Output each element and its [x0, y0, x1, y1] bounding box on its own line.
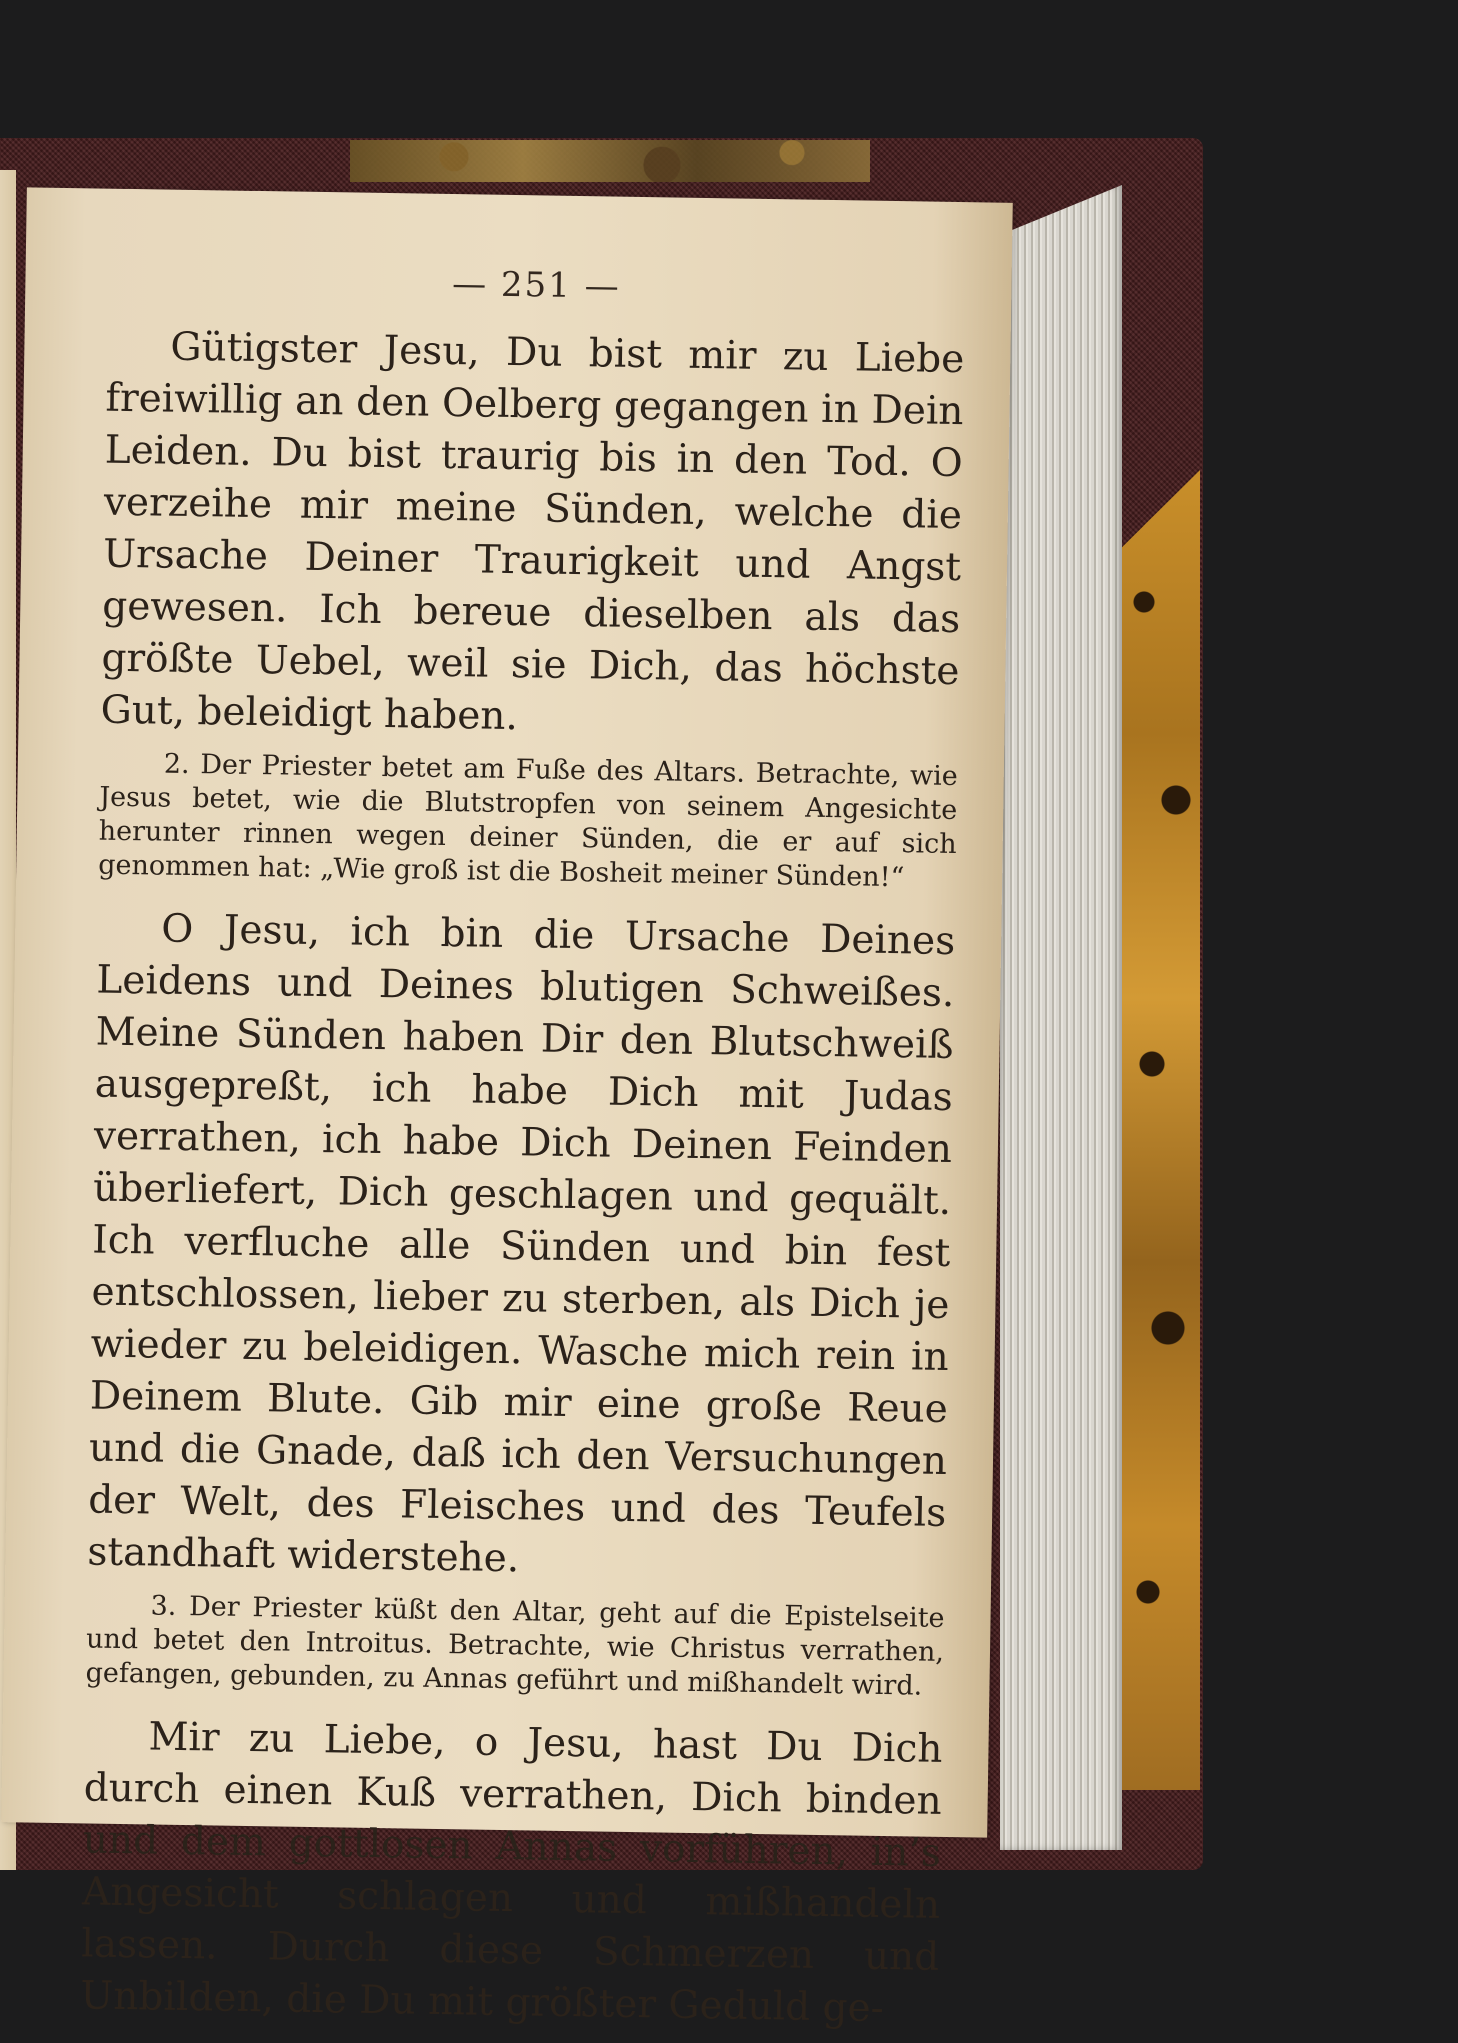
prayer-paragraph: Gütigster Jesu, Du bist mir zu Liebe freiwillig an den Oelberg gegangen in Dein Leiden. Du bist traurig bis in den Tod. O verzeihe mir meine Sünden, welche die Ursache Deiner Traurigkeit und Angst gewesen. Ich bereue dieselben als das größte Uebel, weil sie Dich, das höchste Gut, beleidigt haben. [100, 324, 965, 740]
prayer-paragraph: O Jesu, ich bin die Ursache Deines Leidens und Deines blutigen Schweißes. Meine Sünden haben Dir den Blutschweiß ausgepreßt, ich habe Dich mit Judas verrathen, ich habe Dich Deinen Feinden überliefert, Dich geschlagen und gequält. Ich verfluche alle Sünden und bin fest entschlossen, lieber zu sterben, als Dich je wieder zu beleidigen. Wasche mich rein in Deinem Blute. Gib mir eine große Reue und die Gnade, daß ich den Versuchungen der Welt, des Fleisches und des Teufels standhaft widerstehe. [87, 906, 956, 1582]
page-number: — 251 — [451, 264, 621, 307]
rubric-paragraph: 3. Der Priester küßt den Altar, geht auf die Epistelseite und betet den Introitus. Betrachte, wie Christus verrathen, gefangen, gebunden, zu Annas geführt und mißhandelt wird. [85, 1590, 945, 1702]
marbled-endpaper-top [350, 140, 870, 182]
marbled-endpaper-right [1120, 470, 1200, 1790]
text-block [80, 259, 966, 2042]
page-edges [1000, 185, 1122, 1850]
rubric-paragraph: 2. Der Priester betet am Fuße des Altars. Betrachte, wie Jesus betet, wie die Blutstropfen von seinem Angesichte herunter rinnen wegen deiner Sünden, die er auf sich genommen hat: „Wie groß ist die Bosheit meiner Sünden!“ [98, 748, 959, 894]
prayer-paragraph: Mir zu Liebe, o Jesu, hast Du Dich durch einen Kuß verrathen, Dich binden und dem gottlosen Annas vorführen, in’s Angesicht schlagen und mißhandeln lassen. Durch diese Schmerzen und Unbilden, die Du mit größter Geduld ge- [80, 1714, 943, 2032]
book-page [1, 187, 1013, 2032]
